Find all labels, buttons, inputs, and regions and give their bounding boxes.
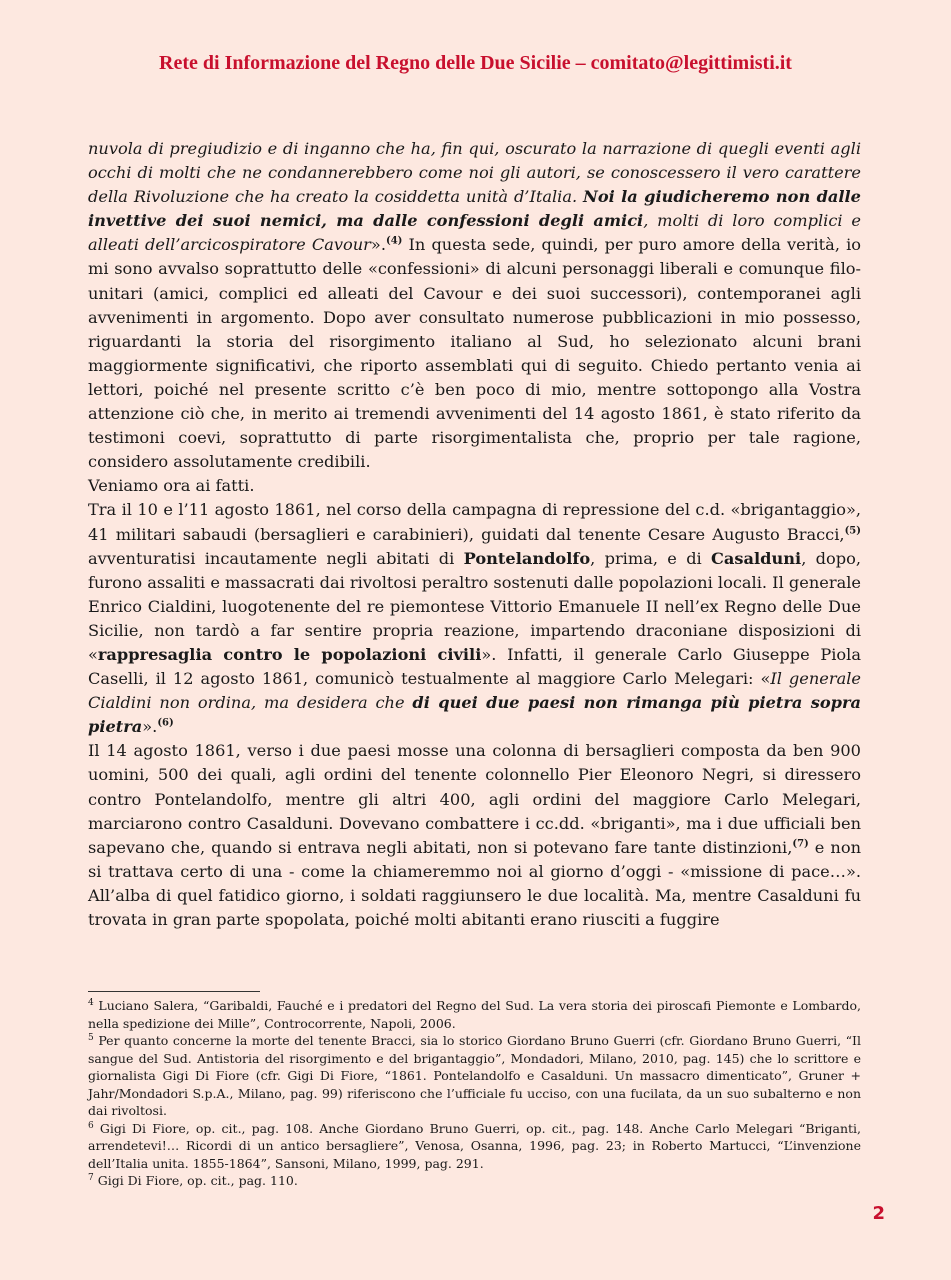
footnote-ref-7[interactable]: (7) (792, 838, 809, 850)
bold-text: Pontelandolfo (463, 548, 591, 568)
bold-text: Casalduni (711, 548, 802, 568)
bold-italic-text: Noi la giudicheremo non dalle invettive dei suoi nemici, ma dalle confessioni degli amici (88, 187, 861, 231)
footnote-4: $^4$ Luciano Salera, “Garibaldi, Fauché e i predatori del Regno del Sud. La vera storia dei piroscafi Piemonte e Lombardo, nella spedizione dei Mille”, Controcorrente, Napoli, 2006. (88, 997, 861, 1031)
footnote-6: $^6$ Gigi Di Fiore, op. cit., pag. 108. Anche Giordano Bruno Guerri, op. cit., pag. 148. Anche Carlo Melegari “Briganti, arrendetevi!… Ricordi di un antico bersagliere”, Venosa, Osanna, 1996, pag. 23; in Roberto Martucci, “L’invenzione dell’Italia unita. 1855-1864”, Sansoni, Milano, 1999, pag. 291. (88, 1120, 861, 1171)
italic-text: nuvola di pregiudizio e di inganno che ha, fin qui, oscurato la narrazione di quegli eventi agli occhi di molti che ne condannerebbero come noi gli autori, se conoscessero il vero carattere della Rivoluzione che ha creato la cosiddetta unità d’Italia. (88, 139, 861, 207)
paragraph-2: Veniamo ora ai fatti. (88, 476, 255, 496)
footnote-7: $^7$ Gigi Di Fiore, op. cit., pag. 110. (88, 1172, 298, 1188)
page-number: 2 (872, 1203, 885, 1224)
footnote-ref-6[interactable]: (6) (157, 717, 174, 729)
italic-text: Il generale Cialdini non ordina, ma desidera che (88, 669, 861, 713)
footnote-number: 5 (88, 1032, 94, 1043)
footnote-number: 6 (88, 1120, 94, 1131)
footnote-number: 4 (88, 997, 94, 1008)
page-header: Rete di Informazione del Regno delle Due Sicilie – comitato@legittimisti.it (159, 52, 792, 74)
paragraph-1: nuvola di pregiudizio e di inganno che ha, fin qui, oscurato la narrazione di quegli eventi agli occhi di molti che ne condannerebbero come noi gli autori, se conoscessero il vero carattere della Rivoluzione che ha creato la cosiddetta unità d’Italia. Noi la giudicheremo non dalle invettive dei suoi nemici, ma dalle confessioni degli amici, molti di loro complici e alleati dell’arcicospiratore Cavour».$^{(4)}$ In questa sede, quindi, per puro amore della verità, io mi sono avvalso soprattutto delle «confessioni» di alcuni personaggi liberali e comunque filo-unitari (amici, complici ed alleati del Cavour e dei suoi successori), contemporanei agli avvenimenti in argomento. Dopo aver consultato numerose pubblicazioni in mio possesso, riguardanti la storia del risorgimento italiano al Sud, ho selezionato alcuni brani maggiormente significativi, che riporto assemblati qui di seguito. Chiedo pertanto venia ai lettori, poiché nel presente scritto c’è ben poco di mio, mentre sottopongo alla Vostra attenzione ciò che, in merito ai tremendi avvenimenti del 14 agosto 1861, è stato riferito da testimoni coevi, soprattutto di parte risorgimentalista che, proprio per tale ragione, considero assolutamente credibili. (88, 139, 861, 472)
footnote-divider (88, 991, 260, 992)
bold-text: rappresaglia contro le popolazioni civili (97, 644, 482, 664)
footnote-ref-5[interactable]: (5) (844, 525, 861, 537)
italic-text: , molti di loro complici e alleati dell’arcicospiratore Cavour (88, 211, 861, 255)
paragraph-3: Tra il 10 e l’11 agosto 1861, nel corso della campagna di repressione del c.d. «brigantaggio», 41 militari sabaudi (bersaglieri e carabinieri), guidati dal tenente Cesare Augusto Bracci,$^{(5)}$ avventuratisi incautamente negli abitati di Pontelandolfo, prima, e di Casalduni, dopo, furono assaliti e massacrati dai rivoltosi peraltro sostenuti dalle popolazioni locali. Il generale Enrico Cialdini, luogotenente del re piemontese Vittorio Emanuele II nell’ex Regno delle Due Sicilie, non tardò a far sentire propria reazione, impartendo draconiane disposizioni di «rappresaglia contro le popolazioni civili». Infatti, il generale Carlo Giuseppe Piola Caselli, il 12 agosto 1861, comunicò testualmente al maggiore Carlo Melegari: «Il generale Cialdini non ordina, ma desidera che di quei due paesi non rimanga più pietra sopra pietra».$^{(6)}$ (88, 500, 862, 737)
paragraph-4: Il 14 agosto 1861, verso i due paesi mosse una colonna di bersaglieri composta da ben 900 uomini, 500 dei quali, agli ordini del tenente colonnello Pier Eleonoro Negri, si diressero contro Pontelandolfo, mentre gli altri 400, agli ordini del maggiore Carlo Melegari, marciarono contro Casalduni. Dovevano combattere i cc.dd. «briganti», ma i due ufficiali ben sapevano che, quando si entrava negli abitati, non si potevano fare tante distinzioni,$^{(7)}$ e non si trattava certo di una - come la chiameremmo noi al giorno d’oggi - «missione di pace…». All’alba di quel fatidico giorno, i soldati raggiunsero le due località. Ma, mentre Casalduni fu trovata in gran parte spopolata, poiché molti abitanti erano riusciti a fuggire (88, 741, 861, 929)
footnote-ref-4[interactable]: (4) (385, 235, 403, 247)
body-text (88, 137, 861, 932)
footnote-number: 7 (88, 1172, 94, 1183)
footnotes (88, 997, 861, 1190)
bold-italic-text: di quei due paesi non rimanga più pietra sopra pietra (88, 693, 862, 737)
footnote-5: $^5$ Per quanto concerne la morte del tenente Bracci, sia lo storico Giordano Bruno Guerri (cfr. Giordano Bruno Guerri, “Il sangue del Sud. Antistoria del risorgimento e del brigantaggio”, Mondadori, Milano, 2010, pag. 145) che lo scrittore e giornalista Gigi Di Fiore (cfr. Gigi Di Fiore, “1861. Pontelandolfo e Casalduni. Un massacro dimenticato”, Gruner + Jahr/Mondadori S.p.A., Milano, pag. 99) riferiscono che l’ufficiale fu ucciso, con una fucilata, da un suo subalterno e non dai rivoltosi. (88, 1032, 861, 1118)
